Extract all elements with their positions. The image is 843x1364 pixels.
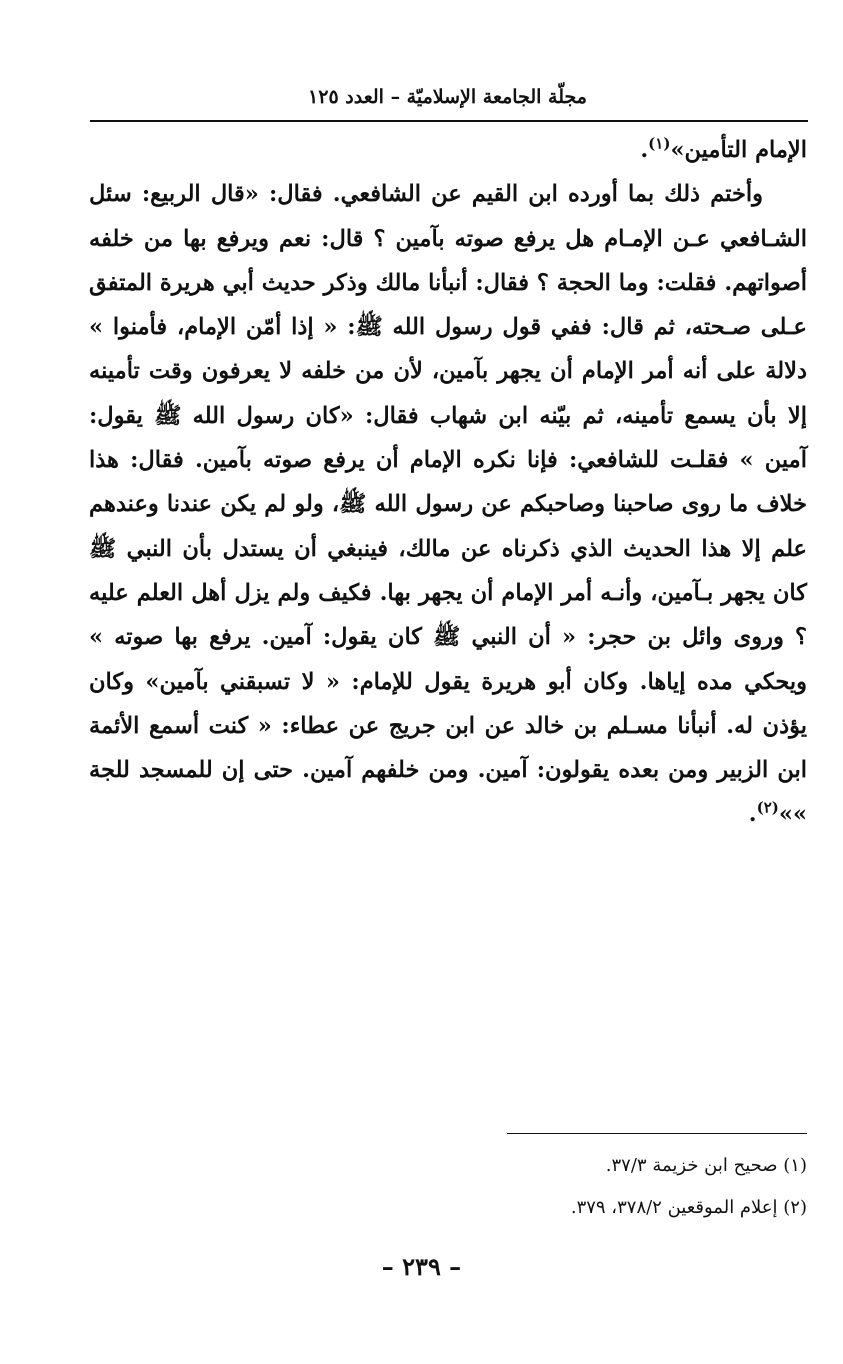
paragraph-2-tail: . (748, 801, 757, 828)
footnote-ref-2[interactable]: (٢) (756, 798, 779, 817)
footnote-rule (507, 1133, 807, 1134)
paragraph-1-tail: . (640, 137, 649, 163)
paragraph-1 (89, 128, 807, 172)
body-text (89, 128, 807, 837)
paragraph-1-text: الإمام التأمين» (670, 137, 807, 163)
paragraph-2 (89, 172, 807, 836)
footnote-ref-1[interactable]: (١) (648, 134, 671, 153)
header-rule (90, 120, 808, 122)
page-number: – ٢٣٩ – (381, 1252, 462, 1281)
footnotes (89, 1145, 807, 1229)
paragraph-2-text: وأختم ذلك بما أورده ابن القيم عن الشافعي. فقال: «قال الربيع: سئل الشـافعي عـن الإمـام هل يرفع صوته بآمين ؟ قال: نعم ويرفع بها من خلفه أصواتهم. فقلت: وما الحجة ؟ فقال: أنبأنا مالك وذكر حديث أبي هريرة المتفق عـلى صـحته، ثم قال: ففي قول رسول الله ﷺ: « إذا أمّن الإمام، فأمنوا » دلالة على أنه أمر الإمام أن يجهر بآمين، لأن من خلفه لا يعرفون وقت تأمينه إلا بأن يسمع تأمينه، ثم بيّنه ابن شهاب فقال: «كان رسول الله ﷺ يقول: آمين » فقلـت للشافعي: فإنا نكره الإمام أن يرفع صوته بآمين. فقال: هذا خلاف ما روى صاحبنا وصاحبكم عن رسول الله ﷺ، ولو لم يكن عندنا وعندهم علم إلا هذا الحديث الذي ذكرناه عن مالك، فينبغي أن يستدل بأن النبي ﷺ كان يجهر بـآمين، وأنـه أمر الإمام أن يجهر بها. فكيف ولم يزل أهل العلم عليه ؟ وروى وائل بن حجر: « أن النبي ﷺ كان يقول: آمين. يرفع بها صوته » ويحكي مده إياها. وكان أبو هريرة يقول للإمام: « لا تسبقني بآمين» وكان يؤذن له. أنبأنا مسـلم بن خالد عن ابن جريج عن عطاء: « كنت أسمع الأئمة ابن الزبير ومن بعده يقولون: آمين. ومن خلفهم آمين. حتى إن للمسجد للجة »» (89, 181, 807, 828)
footnote-1: (١) صحيح ابن خزيمة ٣٧/٣. (605, 1155, 807, 1176)
running-header: مجلّة الجامعة الإسلاميّة – العدد ١٢٥ (308, 86, 587, 108)
footnote-2: (٢) إعلام الموقعين ٣٧٨/٢، ٣٧٩. (570, 1197, 807, 1218)
